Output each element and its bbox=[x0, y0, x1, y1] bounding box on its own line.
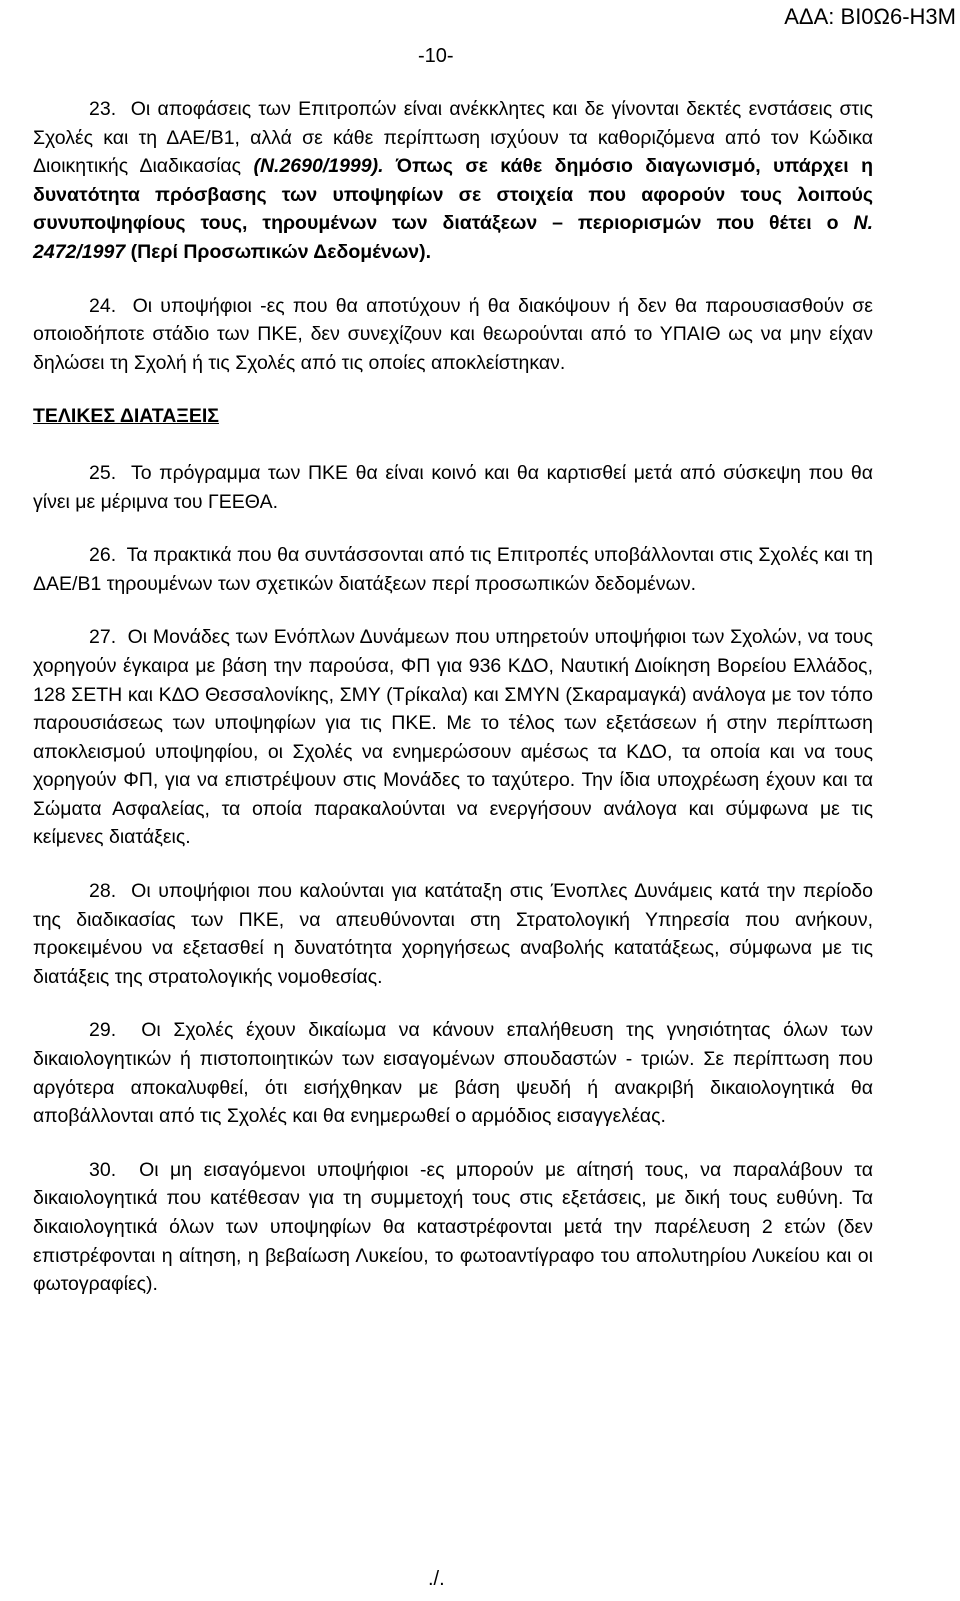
paragraph-30 bbox=[33, 1156, 873, 1299]
paragraph-bold-text: Όπως σε κάθε δημόσιο διαγωνισμό, υπάρχει η δυνατότητα πρόσβασης των υποψηφίων σε στοιχεία που αφορούν τους λοιπούς συνυποψηφίους τους, τηρουμένων των διατάξεων – περιορισμών που θέτει ο bbox=[33, 155, 873, 235]
section-heading: ΤΕΛΙΚΕΣ ΔΙΑΤΑΞΕΙΣ bbox=[33, 405, 219, 428]
paragraph-text: Οι αποφάσεις των Επιτροπών είναι ανέκκλητες και δε γίνονται δεκτές ενστάσεις στις Σχολές και τη ΔΑΕ/Β1, αλλά σε κάθε περίπτωση ισχύουν τα καθοριζόμενα από τον Κώδικα Διοικητικής Διαδικασίας bbox=[33, 98, 873, 178]
ada-code: ΑΔΑ: ΒΙ0Ω6-Η3Μ bbox=[784, 4, 956, 29]
paragraph-number: 29. bbox=[89, 1019, 117, 1042]
paragraph-text: Οι υποψήφιοι -ες που θα αποτύχουν ή θα διακόψουν ή δεν θα παρουσιασθούν σε οποιοδήποτε στάδιο των ΠΚΕ, δεν συνεχίζουν και θεωρούνται από το ΥΠΑΙΘ ως να μην είχαν δηλώσει τη Σχολή ή τις Σχολές από τις οποίες αποκλείστηκαν. bbox=[33, 294, 874, 374]
paragraph-25 bbox=[33, 459, 873, 516]
paragraph-number: 28. bbox=[89, 880, 117, 903]
paragraph-24 bbox=[33, 292, 873, 378]
paragraph-number: 27. bbox=[89, 626, 117, 649]
paragraph-text: Οι Σχολές έχουν δικαίωμα να κάνουν επαλήθευση της γνησιότητας όλων των δικαιολογητικών ή πιστοποιητικών των εισαγομένων σπουδαστών - τριών. Σε περίπτωση που αργότερα αποκαλυφθεί, ότι εισήχθηκαν με βάση ψευδή ή ανακριβή δικαιολογητικά θα αποβάλλονται από τις Σχολές και θα ενημερωθεί ο αρμόδιος εισαγγελέας. bbox=[33, 1019, 873, 1128]
paragraph-text: Οι μη εισαγόμενοι υποψήφιοι -ες μπορούν με αίτησή τους, να παραλάβουν τα δικαιολογητικά που κατέθεσαν για τη συμμετοχή τους στις εξετάσεις, με δική τους ευθύνη. Τα δικαιολογητικά όλων των υποψηφίων θα καταστρέφονται μετά την παρέλευση 2 ετών (δεν επιστρέφονται η αίτηση, η βεβαίωση Λυκείου, το φωτοαντίγραφο του απολυτηρίου Λυκείου και οι φωτογραφίες). bbox=[33, 1158, 873, 1296]
paragraph-bold-text: (Περί Προσωπικών Δεδομένων). bbox=[125, 240, 432, 263]
paragraph-23 bbox=[33, 95, 873, 267]
law-reference: (Ν.2690/1999). bbox=[253, 155, 384, 178]
page-number: -10- bbox=[418, 45, 454, 67]
paragraph-text: Τα πρακτικά που θα συντάσσονται από τις Επιτροπές υποβάλλονται στις Σχολές και τη ΔΑΕ/Β1 τηρουμένων των σχετικών διατάξεων περί προσωπικών δεδομένων. bbox=[33, 544, 874, 595]
document-body bbox=[33, 95, 873, 1324]
paragraph-text: Οι Μονάδες των Ενόπλων Δυνάμεων που υπηρετούν υποψήφιοι των Σχολών, να τους χορηγούν έγκαιρα με βάση την παρούσα, ΦΠ για 936 ΚΔΟ, Ναυτική Διοίκηση Βορείου Ελλάδος, 128 ΣΕΤΗ και ΚΔΟ Θεσσαλονίκης, ΣΜΥ (Τρίκαλα) και ΣΜΥΝ (Σκαραμαγκά) ανάλογα με τον τόπο παρουσιάσεως των υποψηφίων για τις ΠΚΕ. Με το τέλος των εξετάσεων ή στην περίπτωση αποκλεισμού υποψηφίου, οι Σχολές να ενημερώσουν αμέσως τα ΚΔΟ, τα οποία και να τους χορηγούν ΦΠ, για να επιστρέψουν στις Μονάδες το ταχύτερο. Την ίδια υποχρέωση έχουν και τα Σώματα Ασφαλείας, τα οποία παρακαλούνται να ενεργήσουν ανάλογα και σύμφωνα με τις κείμενες διατάξεις. bbox=[33, 626, 873, 849]
law-reference: Ν. 2472/1997 bbox=[33, 212, 873, 263]
paragraph-text: Το πρόγραμμα των ΠΚΕ θα είναι κοινό και θα καρτισθεί μετά από σύσκεψη που θα γίνει με μέριμνα του ΓΕΕΘΑ. bbox=[33, 461, 874, 513]
paragraph-28 bbox=[33, 877, 873, 991]
paragraph-26 bbox=[33, 541, 873, 598]
paragraph-number: 30. bbox=[89, 1158, 117, 1181]
paragraph-27 bbox=[33, 623, 873, 852]
paragraph-number: 23. bbox=[89, 98, 117, 120]
paragraph-number: 26. bbox=[89, 544, 117, 567]
paragraph-number: 24. bbox=[89, 294, 117, 317]
paragraph-text: Οι υποψήφιοι που καλούνται για κατάταξη στις Ένοπλες Δυνάμεις κατά την περίοδο της διαδικασίας των ΠΚΕ, να απευθύνονται στη Στρατολογική Υπηρεσία που ανήκουν, προκειμένου να εξετασθεί η δυνατότητα χορηγήσεως αναβολής κατατάξεως, σύμφωνα με τις διατάξεις της στρατολογικής νομοθεσίας. bbox=[33, 880, 873, 988]
paragraph-number: 25. bbox=[89, 461, 117, 484]
continuation-mark: ./. bbox=[428, 1568, 445, 1590]
paragraph-29 bbox=[33, 1016, 873, 1130]
